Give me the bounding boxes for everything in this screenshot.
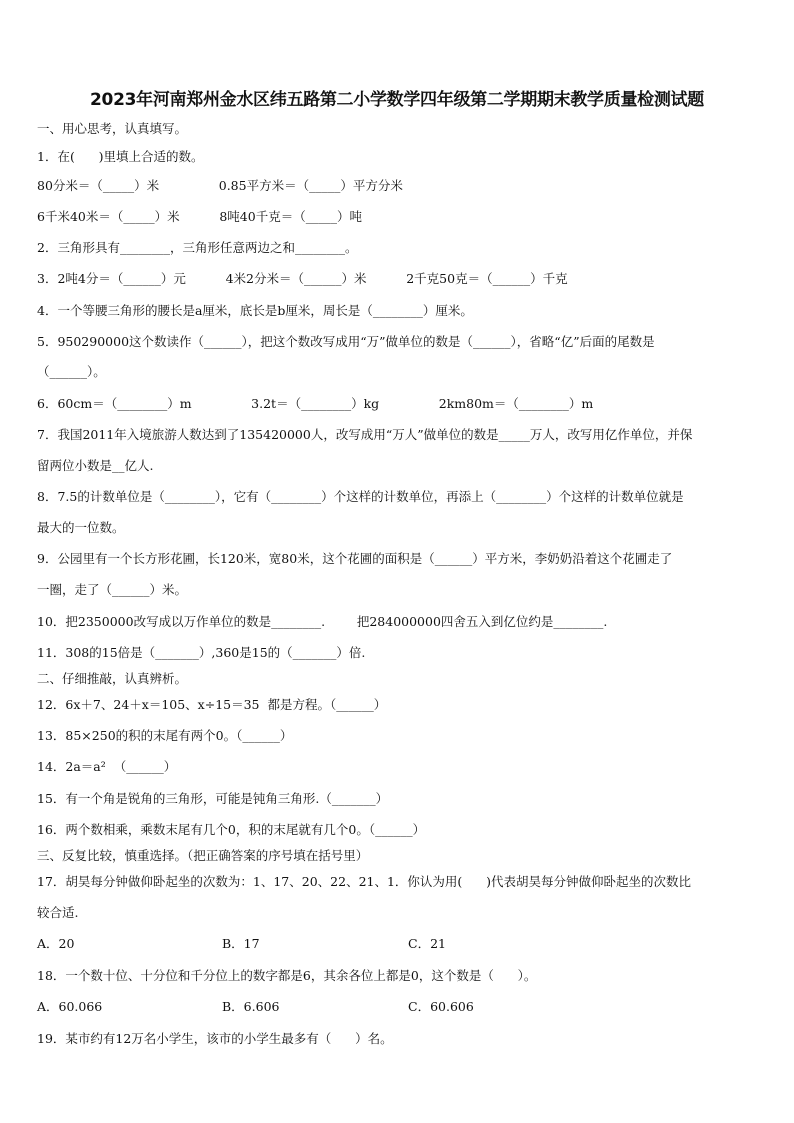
- question-12: 12．6x＋7、24＋x＝105、x÷15＝35 都是方程。（______）: [37, 697, 387, 712]
- question-3: 3．2吨4分＝（______）元 4米2分米＝（______）米 2千克50克＝（______）千克: [37, 271, 568, 286]
- question-14: 14．2a＝a² （______）: [37, 759, 177, 774]
- question-11: 11．308的15倍是（_______）,360是15的（_______）倍.: [37, 645, 366, 660]
- question-10: 10．把2350000改写成以万作单位的数是________. 把284000000四舍五入到亿位约是________.: [37, 614, 608, 629]
- question-18: 18．一个数十位、十分位和千分位上的数字都是6，其余各位上都是0，这个数是（ ）。: [37, 968, 537, 983]
- question-6: 6．60cm＝（________）m 3.2t＝（________）kg 2km80m＝（________）m: [37, 396, 594, 411]
- question-19: 19．某市约有12万名小学生，该市的小学生最多有（ ）名。: [37, 1031, 393, 1046]
- question-9-line-1: 9．公园里有一个长方形花圃，长120米，宽80米，这个花圃的面积是（______）平方米，李奶奶沿着这个花圃走了: [37, 551, 673, 566]
- question-2: 2．三角形具有________，三角形任意两边之和________。: [37, 240, 358, 255]
- question-9-line-2: 一圈，走了（______）米。: [37, 582, 188, 597]
- question-1-row-1: 80分米＝（_____）米 0.85平方米＝（_____）平方分米: [37, 178, 403, 193]
- question-18-option-c: C．60.606: [408, 999, 474, 1014]
- question-17-line-2: 较合适.: [37, 905, 79, 920]
- question-17-option-b: B．17: [222, 936, 260, 951]
- question-4: 4．一个等腰三角形的腰长是a厘米，底长是b厘米，周长是（________）厘米。: [37, 303, 473, 318]
- section-heading-3: 三、反复比较，慎重选择。（把正确答案的序号填在括号里）: [37, 848, 369, 863]
- question-16: 16．两个数相乘，乘数末尾有几个0，积的末尾就有几个0。（______）: [37, 822, 426, 837]
- question-15: 15．有一个角是锐角的三角形，可能是钝角三角形.（_______）: [37, 791, 389, 806]
- page-title: 2023年河南郑州金水区纬五路第二小学数学四年级第二学期期末教学质量检测试题: [90, 90, 704, 110]
- question-5-line-1: 5．950290000这个数读作（______），把这个数改写成用“万”做单位的数是（______），省略“亿”后面的尾数是: [37, 334, 655, 349]
- question-7-line-2: 留两位小数是__亿人.: [37, 458, 154, 473]
- question-13: 13．85×250的积的末尾有两个0。（______）: [37, 728, 293, 743]
- section-heading-2: 二、仔细推敲，认真辨析。: [37, 671, 188, 686]
- question-18-option-a: A．60.066: [37, 999, 103, 1014]
- question-18-option-b: B．6.606: [222, 999, 280, 1014]
- question-7-line-1: 7．我国2011年入境旅游人数达到了135420000人，改写成用“万人”做单位的数是_____万人，改写用亿作单位，并保: [37, 427, 693, 442]
- question-1-stem: 1．在( )里填上合适的数。: [37, 149, 204, 164]
- question-17-option-a: A．20: [37, 936, 75, 951]
- section-heading-1: 一、用心思考，认真填写。: [37, 121, 188, 136]
- question-5-line-2: （______）。: [37, 364, 106, 379]
- question-17-option-c: C．21: [408, 936, 446, 951]
- question-8-line-1: 8．7.5的计数单位是（________），它有（________）个这样的计数单位，再添上（________）个这样的计数单位就是: [37, 489, 684, 504]
- question-1-row-2: 6千米40米＝（_____）米 8吨40千克＝（_____）吨: [37, 209, 362, 224]
- question-17-line-1: 17．胡昊每分钟做仰卧起坐的次数为：1、17、20、22、21、1．你认为用( )代表胡昊每分钟做仰卧起坐的次数比: [37, 874, 692, 889]
- question-8-line-2: 最大的一位数。: [37, 520, 125, 535]
